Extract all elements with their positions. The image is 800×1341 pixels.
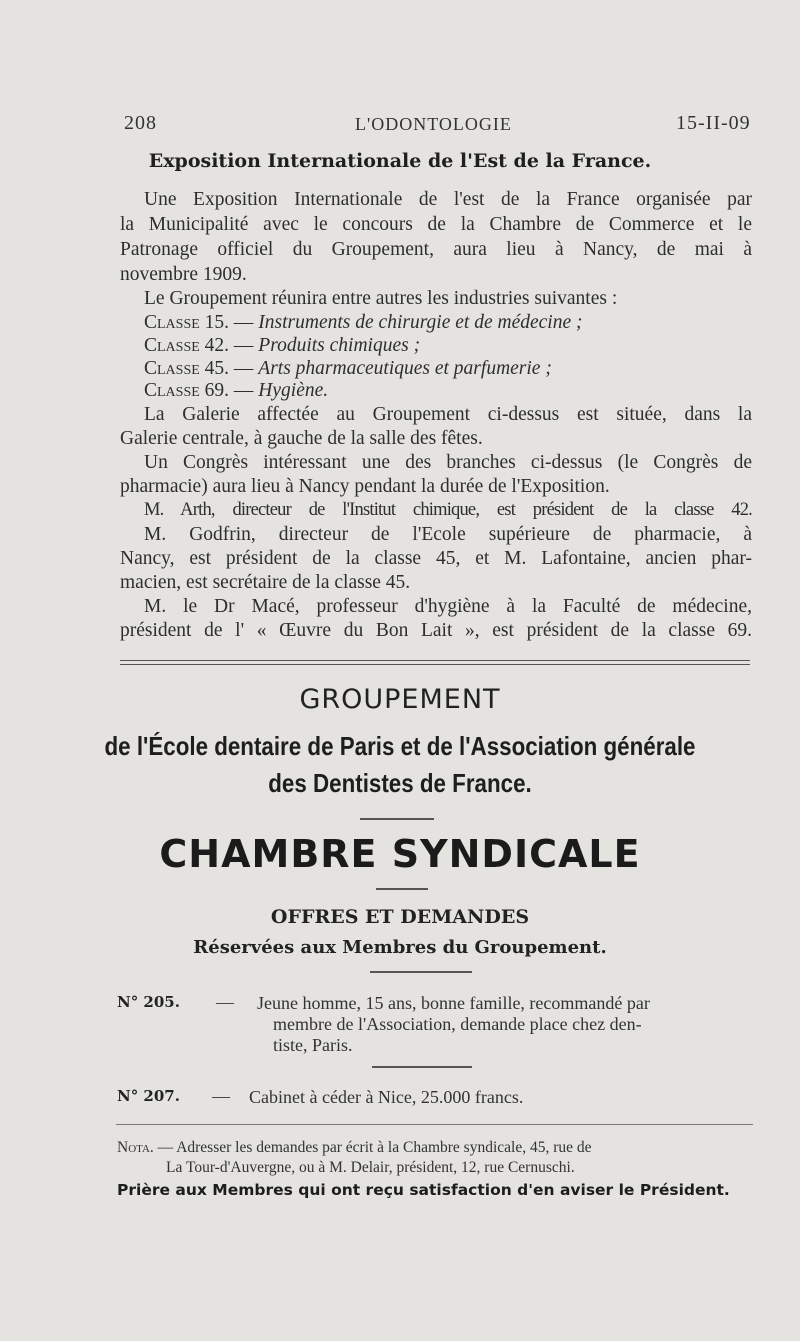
classe-number: 42. xyxy=(204,335,230,356)
journal-title: L'ODONTOLOGIE xyxy=(355,114,512,134)
classe-name: Arts pharmaceutiques et parfumerie ; xyxy=(258,358,552,379)
reserve-subtitle: Réservées aux Membres du Groupement. xyxy=(193,937,607,958)
classe-dash: — xyxy=(233,358,254,379)
separator-rule xyxy=(116,1124,753,1125)
classe-label: Classe xyxy=(144,312,200,333)
classe-label: Classe xyxy=(144,358,200,379)
classe-name: Instruments de chirurgie et de médecine ; xyxy=(258,312,583,333)
separator-rule xyxy=(120,660,750,661)
paragraph-line: novembre 1909. xyxy=(120,264,247,285)
paragraph-line: président de l' « Œuvre du Bon Lait », est président de la classe 69. xyxy=(120,620,752,641)
groupement-subtitle-line1: de l'École dentaire de Paris et de l'Association générale xyxy=(104,731,696,761)
paragraph-line: M. Arth, directeur de l'Institut chimique, est président de la classe 42. xyxy=(144,500,752,520)
paragraph-line: Le Groupement réunira entre autres les industries suivantes : xyxy=(144,288,618,309)
short-rule xyxy=(372,1066,472,1068)
ad-dash: — xyxy=(212,1086,230,1106)
separator-rule xyxy=(120,664,750,665)
short-rule xyxy=(370,971,472,973)
nota-line xyxy=(117,1139,592,1157)
ad-text-line: membre de l'Association, demande place chez den- xyxy=(273,1014,642,1034)
ad-text-line: Cabinet à céder à Nice, 25.000 francs. xyxy=(249,1087,524,1107)
offres-demandes-title: OFFRES ET DEMANDES xyxy=(270,906,530,928)
paragraph-line: Nancy, est président de la classe 45, et M. Lafontaine, ancien phar- xyxy=(120,548,752,569)
issue-date: 15-II-09 xyxy=(676,112,751,134)
paragraph-line: Patronage officiel du Groupement, aura lieu à Nancy, de mai à xyxy=(120,239,752,260)
classe-number: 45. xyxy=(204,358,230,379)
classe-item xyxy=(144,335,420,357)
paragraph-line: Galerie centrale, à gauche de la salle des fêtes. xyxy=(120,428,483,449)
paragraph-line: Une Exposition Internationale de l'est de la France organisée par xyxy=(144,189,752,210)
ad-number: N° 205. xyxy=(117,993,180,1011)
classe-item xyxy=(144,380,328,402)
paragraph-line: pharmacie) aura lieu à Nancy pendant la durée de l'Exposition. xyxy=(120,476,610,497)
ad-text-line: tiste, Paris. xyxy=(273,1035,353,1055)
groupement-title: GROUPEMENT xyxy=(299,684,501,715)
nota-line: La Tour-d'Auvergne, ou à M. Delair, président, 12, rue Cernuschi. xyxy=(166,1159,575,1176)
exposition-title: Exposition Internationale de l'Est de la France. xyxy=(148,150,652,172)
paragraph-line: macien, est secrétaire de la classe 45. xyxy=(120,572,411,593)
ad-dash: — xyxy=(216,992,234,1012)
classe-number: 69. xyxy=(204,380,230,401)
paragraph-line: la Municipalité avec le concours de la Chambre de Commerce et le xyxy=(120,214,752,235)
priere-notice: Prière aux Membres qui ont reçu satisfaction d'en aviser le Président. xyxy=(117,1181,730,1199)
ad-number: N° 207. xyxy=(117,1087,180,1105)
classe-number: 15. xyxy=(204,312,230,333)
ad-text-line: Jeune homme, 15 ans, bonne famille, recommandé par xyxy=(257,993,650,1013)
nota-label: Nota. xyxy=(117,1139,154,1156)
classe-item xyxy=(144,358,552,380)
short-rule xyxy=(376,888,428,890)
nota-text: — Adresser les demandes par écrit à la Chambre syndicale, 45, rue de xyxy=(157,1139,592,1156)
classe-name: Hygiène. xyxy=(258,380,329,401)
groupement-subtitle-line2: des Dentistes de France. xyxy=(268,768,532,798)
classe-name: Produits chimiques ; xyxy=(258,335,421,356)
paragraph-line: La Galerie affectée au Groupement ci-dessus est située, dans la xyxy=(144,404,752,425)
classe-dash: — xyxy=(233,380,254,401)
page-number: 208 xyxy=(124,112,157,134)
classe-label: Classe xyxy=(144,335,200,356)
paragraph-line: M. Godfrin, directeur de l'Ecole supérieure de pharmacie, à xyxy=(144,524,752,545)
short-rule xyxy=(360,818,434,820)
paragraph-line: M. le Dr Macé, professeur d'hygiène à la Faculté de médecine, xyxy=(144,596,752,617)
classe-dash: — xyxy=(233,312,254,333)
classe-item xyxy=(144,312,582,334)
classe-dash: — xyxy=(233,335,254,356)
paragraph-line: Un Congrès intéressant une des branches ci-dessus (le Congrès de xyxy=(144,452,752,473)
chambre-syndicale-title: CHAMBRE SYNDICALE xyxy=(159,832,641,876)
classe-label: Classe xyxy=(144,380,200,401)
